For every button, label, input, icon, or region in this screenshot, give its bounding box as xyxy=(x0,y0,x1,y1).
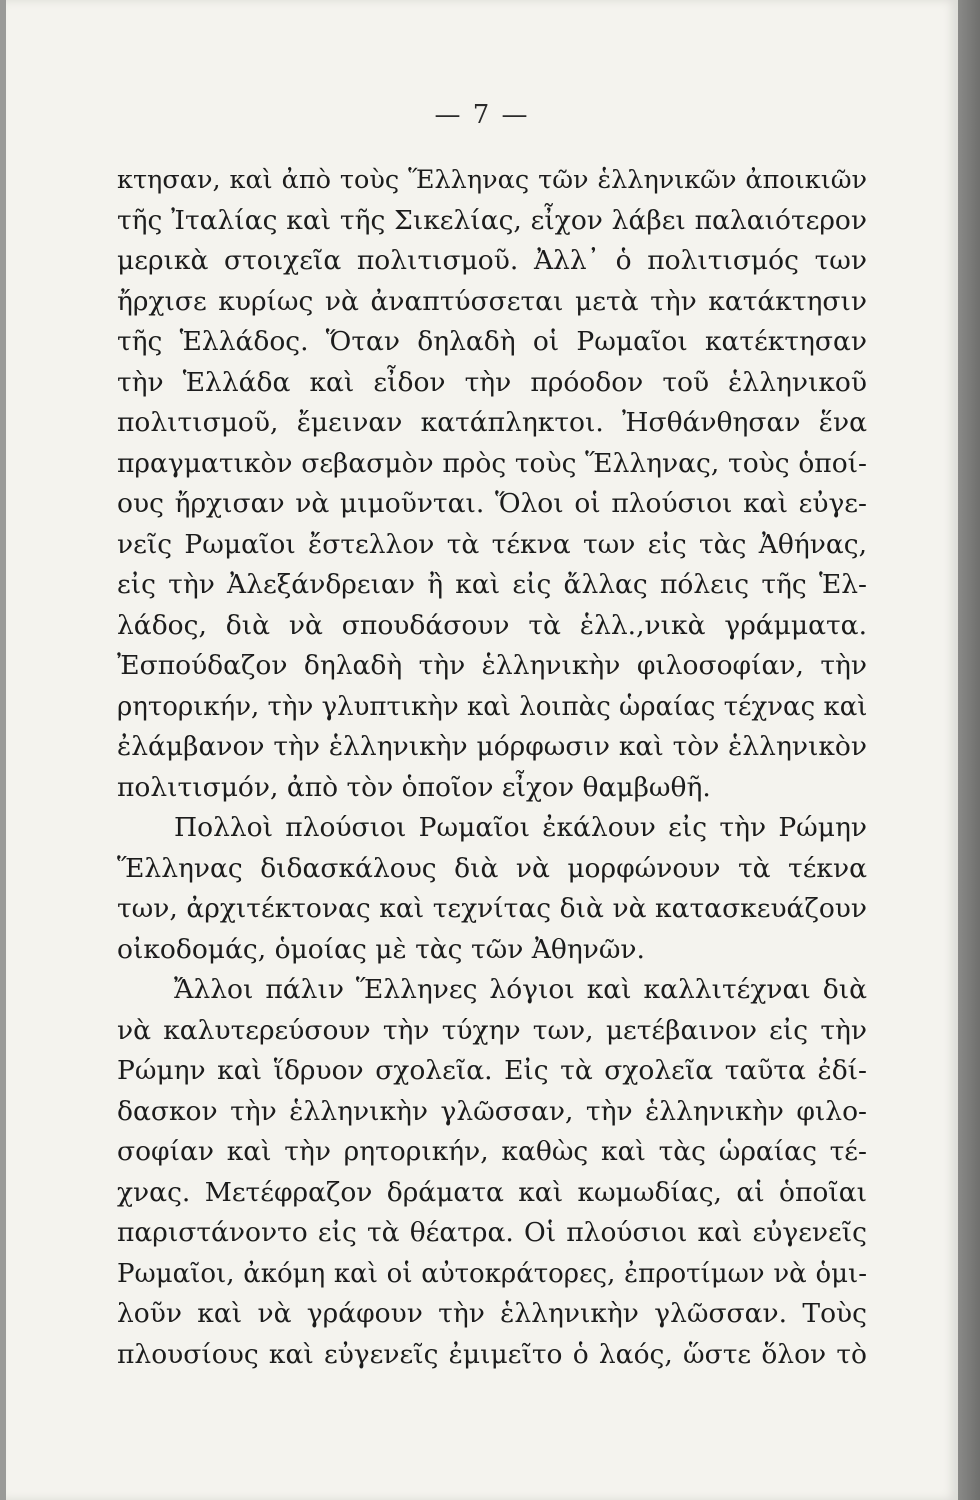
text-line: σοφίαν καὶ τὴν ρητορικήν, καθὼς καὶ τὰς ὡραίας τέ- xyxy=(117,1136,867,1167)
text-line: δασκον τὴν ἑλληνικὴν γλῶσσαν, τὴν ἑλληνικὴν φιλο- xyxy=(117,1095,867,1127)
body-text xyxy=(117,160,867,1375)
text-line: νὰ καλυτερεύσουν τὴν τύχην των, μετέβαινον εἰς τὴν xyxy=(117,1014,867,1046)
text-line: παριστάνοντο εἰς τὰ θέατρα. Οἱ πλούσιοι καὶ εὐγενεῖς xyxy=(117,1217,867,1248)
text-line: τὴν Ἑλλάδα καὶ εἶδον τὴν πρόοδον τοῦ ἑλληνικοῦ xyxy=(117,366,867,398)
text-line: Ἐσπούδαζον δηλαδὴ τὴν ἑλληνικὴν φιλοσοφίαν, τὴν xyxy=(117,650,867,681)
text-line: ους ἤρχισαν νὰ μιμοῦνται. Ὅλοι οἱ πλούσιοι καὶ εὐγε- xyxy=(117,488,867,519)
text-line: κτησαν, καὶ ἀπὸ τοὺς Ἕλληνας τῶν ἑλληνικῶν ἀποικιῶν xyxy=(117,165,867,195)
paragraph-2 xyxy=(117,808,867,970)
text-line: μερικὰ στοιχεῖα πολιτισμοῦ. Ἀλλ᾽ ὁ πολιτισμός των xyxy=(117,245,867,276)
text-line: πραγματικὸν σεβασμὸν πρὸς τοὺς Ἕλληνας, τοὺς ὁποί- xyxy=(117,447,867,479)
text-line: των, ἀρχιτέκτονας καὶ τεχνίτας διὰ νὰ κατασκευάζουν xyxy=(117,893,867,924)
text-line: ρητορικήν, τὴν γλυπτικὴν καὶ λοιπὰς ὡραίας τέχνας καὶ xyxy=(117,691,868,722)
text-line: Ἄλλοι πάλιν Ἕλληνες λόγιοι καὶ καλλιτέχναι διὰ xyxy=(174,974,867,1005)
page-number: — 7 — xyxy=(434,100,530,130)
text-line: πλουσίους καὶ εὐγενεῖς ἐμιμεῖτο ὁ λαός, ὥστε ὅλον τὸ xyxy=(117,1338,867,1370)
text-line: Ρωμαῖοι, ἀκόμη καὶ οἱ αὐτοκράτορες, ἐπροτίμων νὰ ὁμι- xyxy=(117,1258,867,1289)
text-line: ἐλάμβανον τὴν ἑλληνικὴν μόρφωσιν καὶ τὸν ἑλληνικὸν xyxy=(117,731,867,762)
paragraph-1 xyxy=(117,160,867,808)
paragraph-3 xyxy=(117,970,867,1375)
text-line: πολιτισμόν, ἀπὸ τὸν ὁποῖον εἶχον θαμβωθῆ. xyxy=(117,771,711,803)
text-line: Ρώμην καὶ ἵδρυον σχολεῖα. Εἰς τὰ σχολεῖα ταῦτα ἐδί- xyxy=(117,1055,867,1086)
text-line: νεῖς Ρωμαῖοι ἔστελλον τὰ τέκνα των εἰς τὰς Ἀθήνας, xyxy=(117,528,867,560)
text-line: Πολλοὶ πλούσιοι Ρωμαῖοι ἐκάλουν εἰς τὴν Ρώμην xyxy=(174,812,867,843)
text-line: τῆς Ἑλλάδος. Ὅταν δηλαδὴ οἱ Ρωμαῖοι κατέκτησαν xyxy=(117,326,867,357)
text-line: λάδος, διὰ νὰ σπουδάσουν τὰ ἑλλ.,νικὰ γράμματα. xyxy=(117,609,867,641)
text-line: λοῦν καὶ νὰ γράφουν τὴν ἑλληνικὴν γλῶσσαν. Τοὺς xyxy=(117,1298,867,1329)
text-line: τῆς Ἰταλίας καὶ τῆς Σικελίας, εἶχον λάβει παλαιότερον xyxy=(117,204,867,236)
text-line: Ἕλληνας διδασκάλους διὰ νὰ μορφώνουν τὰ τέκνα xyxy=(117,852,867,884)
page-edge-shadow xyxy=(958,0,980,1500)
text-line: χνας. Μετέφραζον δράματα καὶ κωμωδίας, αἱ ὁποῖαι xyxy=(117,1176,867,1208)
text-line: πολιτισμοῦ, ἔμειναν κατάπληκτοι. Ἠσθάνθησαν ἕνα xyxy=(117,407,867,438)
text-line: ἤρχισε κυρίως νὰ ἀναπτύσσεται μετὰ τὴν κατάκτησιν xyxy=(117,285,867,317)
book-page xyxy=(6,0,958,1500)
text-line: οἰκοδομάς, ὁμοίας μὲ τὰς τῶν Ἀθηνῶν. xyxy=(117,933,645,965)
text-line: εἰς τὴν Ἀλεξάνδρειαν ἢ καὶ εἰς ἄλλας πόλεις τῆς Ἑλ- xyxy=(117,569,867,600)
